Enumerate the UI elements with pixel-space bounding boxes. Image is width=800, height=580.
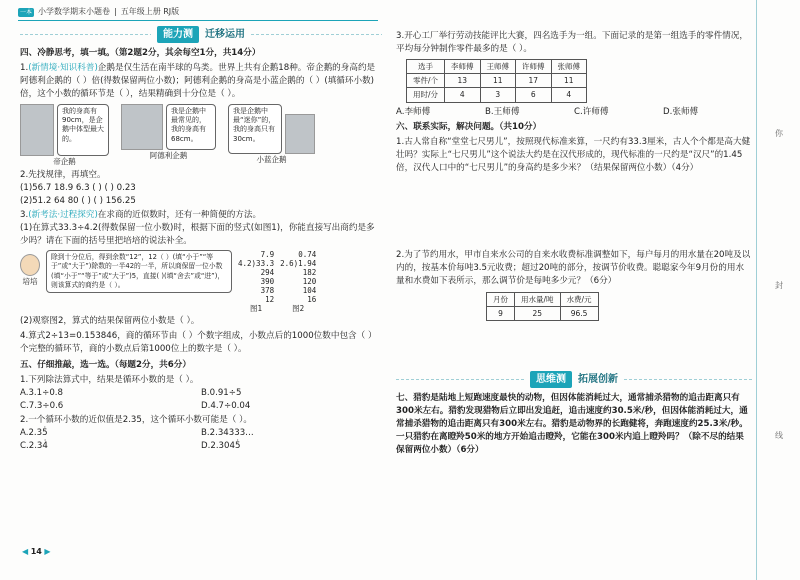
ability-banner: 能力测 迁移运用 bbox=[20, 26, 382, 43]
question-7: 七、猎豹是陆地上短跑速度最快的动物，但因体能消耗过大，通常捕杀猎物的追击距离只有300米左右。猎豹发现猎物后立即出发追赶，追击速度约30.5米/秒，但因体能消耗过大，通常捕杀猎物的追击距离只有300米左右。猎豹是动物界的长跑健将，奔跑速度约25.3米/秒。一只猎豹在离瞪羚50米的地方开始追击瞪羚，它能在300米内追上瞪羚吗？（除不尽的结果保留两位小数）（6分） bbox=[396, 393, 748, 455]
emperor-penguin: 我的身高有90cm，是企鹅中体型最大的。 帝企鹅 bbox=[20, 104, 109, 167]
adelie-penguin: 我是企鹅中最常见的，我的身高有68cm。 阿德利企鹅 bbox=[121, 104, 216, 161]
brand-logo: 一本 bbox=[19, 8, 32, 16]
question-4-3: 3.(新考法·过程探究)在求商的近似数时，还有一种简便的方法。 (1)在算式33.3÷4.2(得数保留一位小数)时，根据下面的竖式(如图1)，你能直接写出商约是多少吗？请在下面的括号里把培培的说法补全。 bbox=[20, 210, 375, 247]
question-4-4: 4.算式2÷13=0.153846，商的循环节由（ ）个数字组成，小数点后的1000位数中包含（ ）个完整的循环节，商的小数点后第1000位上的数字是（ ）。 bbox=[20, 331, 377, 354]
question-6-2: 2.为了节约用水，甲市自来水公司的自来水收费标准调整如下，每户每月的用水量在20吨及以内的，按基本价每吨3.5元收费；超过20吨的部分，按调节价收费。聪聪家今年9月份的用水量和水费如下表所示，那么调节价是每吨多少元？（6分） 月份 用水量/吨 水费/元 9 25 96.5 bbox=[396, 249, 752, 321]
left-column bbox=[20, 22, 382, 453]
worker-table: 选手 李师傅 王师傅 许师傅 张师傅 零件/个 13 11 17 11 用时/分 4 3 6 4 bbox=[406, 59, 587, 103]
question-5-1: 1.下列除法算式中，结果是循环小数的是（ ）。 A.3.1÷0.8 B.0.91÷5 C.7.3÷0.6 D.4.7÷0.04 bbox=[20, 374, 251, 411]
question-4-1: 1.(新情境·知识科普)企鹅是仅生活在南半球的鸟类。世界上共有企鹅18种。帝企鹅的身高约是阿德利企鹅的（ ）倍(得数保留两位小数)；阿德利企鹅的身高是小蓝企鹅的（ ）(填循环小数)倍，这个小数的循环节是（ ），结果精确到十分位是（ ）。 bbox=[20, 62, 376, 99]
thinking-banner: 思维测 拓展创新 bbox=[396, 371, 752, 388]
book-title: 小学数学期末小题卷 bbox=[38, 7, 110, 16]
section-4-title: 四、冷静思考，填一填。（第2题2分，其余每空1分，共14分） bbox=[20, 48, 261, 58]
binding-margin: 你 封 线 bbox=[756, 0, 800, 580]
little-blue-penguin: 我是企鹅中最“迷你”的，我的身高只有30cm。 小蓝企鹅 bbox=[228, 104, 315, 165]
page-header: 一本 小学数学期末小题卷 | 五年级上册 RJ版 bbox=[18, 6, 179, 18]
water-table: 月份 用水量/吨 水费/元 9 25 96.5 bbox=[486, 292, 599, 322]
section-6-title: 六、联系实际，解决问题。（共10分） bbox=[396, 122, 542, 133]
peipei-speech: 除到十分位后，得到余数“12”，12（ ）(填“小于”“等于”或“大于”)除数的一半42的一半，所以商保留一位小数(填“小于”“等于”或“大于”)5，直接( )(填“舍去”或“进”)，则该算式的商约是（ ）。 bbox=[46, 250, 232, 293]
figure-2: 0.74 2.6)1.94 182 120 104 16 图2 bbox=[280, 250, 317, 314]
division-figures bbox=[20, 250, 382, 313]
student-peipei: 培培 bbox=[20, 250, 40, 287]
section-5-title: 五、仔细推敲，选一选。（每题2分，共6分） bbox=[20, 359, 191, 370]
question-5-2: 2.一个循环小数的近似值是2.35，这个循环小数可能是（ ）。 A.2.35̇ B.2.34333… C.2.34̇ D.2.3045̇ bbox=[20, 415, 254, 452]
question-4-3-2: (2)观察图2，算式的结果保留两位小数是（ ）。 bbox=[20, 316, 200, 327]
penguin-images bbox=[20, 104, 382, 167]
grade-label: 五年级上册 RJ版 bbox=[120, 7, 180, 16]
question-6-1: 1.古人常自称“堂堂七尺男儿”，按照现代标准来算，一尺约有33.3厘米，古人个个都是高大健壮吗？实际上“七尺男儿”这个说法大约是在汉代形成的，现代标准的一尺约是“汉尺”的1.45倍，汉代人口中的“七尺男儿”的身高约是多少米？（结果保留两位小数）（4分） bbox=[396, 137, 751, 174]
right-column bbox=[396, 28, 752, 457]
figure-1: 7.9 4.2)33.3 294 390 378 12 图1 bbox=[238, 250, 275, 314]
question-4-2: 2.先找规律，再填空。 (1)56.7 18.9 6.3 ( ) ( ) 0.23 (2)51.2 64 80 ( ) ( ) 156.25 bbox=[20, 169, 136, 206]
question-5-3: 3.开心工厂举行劳动技能评比大赛，四名选手为一组。下面记录的是第一组选手的零件情况，平均每分钟制作零件最多的是（ ）。 选手 李师傅 王师傅 许师傅 张师傅 零件/个 13 11 17 11 用时/分 4 3 6 4 A.李师傅 B.王师傅 C.许师傅 D.张师傅 bbox=[396, 31, 748, 117]
page-number: ◀ 14 ▶ bbox=[22, 547, 51, 556]
